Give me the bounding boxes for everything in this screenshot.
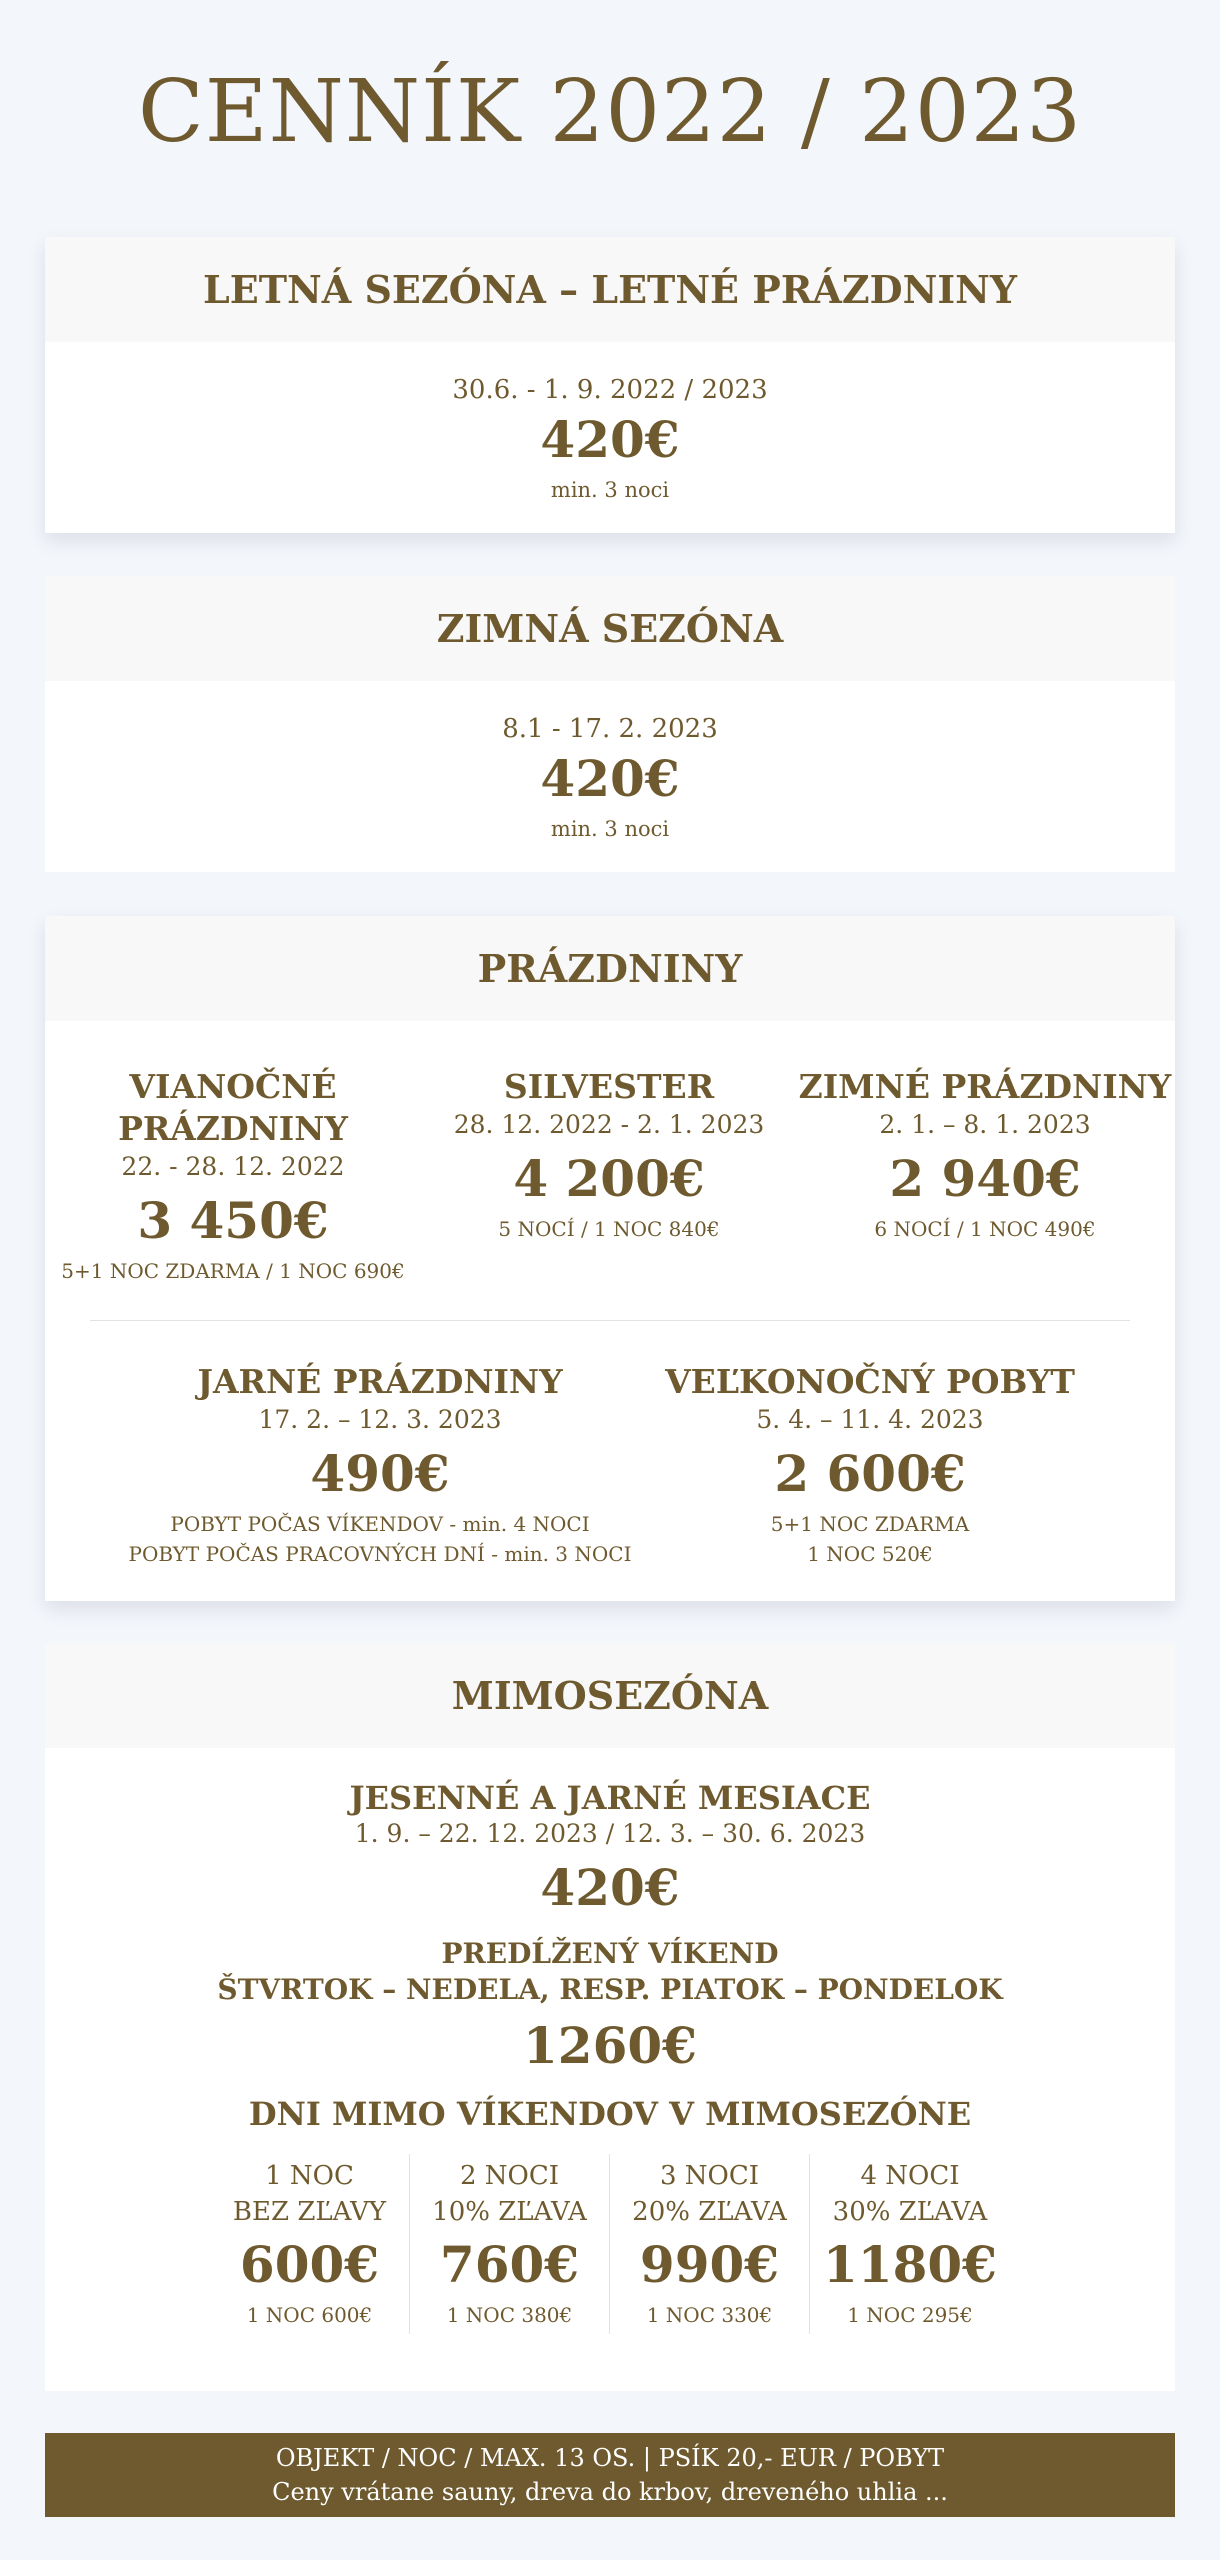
weekday-nights: 3 NOCI	[659, 2161, 760, 2191]
months-title: JESENNÉ A JARNÉ MESIACE	[349, 1779, 871, 1817]
holiday-dates: 22. - 28. 12. 2022	[121, 1152, 345, 1181]
weekday-discount: 30% ZĽAVA	[832, 2197, 988, 2227]
weekday-option	[410, 2154, 610, 2334]
weekday-title: DNI MIMO VÍKENDOV V MIMOSEZÓNE	[248, 2095, 972, 2133]
weekday-discount: BEZ ZĽAVY	[232, 2197, 387, 2227]
summer-note: min. 3 noci	[550, 478, 670, 502]
holiday-title: SILVESTER	[503, 1067, 715, 1106]
holiday-note-1: POBYT POČAS VÍKENDOV - min. 4 NOCI	[170, 1512, 590, 1536]
holiday-dates: 28. 12. 2022 - 2. 1. 2023	[453, 1110, 765, 1139]
holiday-title: VIANOČNÉ PRÁZDNINY	[118, 1067, 348, 1148]
summer-price: 420€	[540, 410, 680, 469]
weekday-price: 1180€	[823, 2235, 997, 2294]
weekday-note: 1 NOC 330€	[646, 2303, 773, 2327]
holiday-dates: 2. 1. – 8. 1. 2023	[879, 1110, 1091, 1139]
holiday-price: 3 450€	[137, 1191, 329, 1250]
winter-season-card	[45, 576, 1175, 872]
holiday-note-2: POBYT POČAS PRACOVNÝCH DNÍ - min. 3 NOCI	[128, 1542, 632, 1566]
holiday-title: ZIMNÉ PRÁZDNINY	[798, 1067, 1172, 1106]
weekday-nights: 2 NOCI	[459, 2161, 560, 2191]
weekday-nights: 1 NOC	[265, 2161, 354, 2191]
weekday-price: 600€	[239, 2235, 380, 2294]
weekday-option	[210, 2154, 410, 2334]
winter-season-heading: ZIMNÁ SEZÓNA	[45, 576, 1175, 681]
winter-note: min. 3 noci	[550, 817, 670, 841]
summer-season-card	[45, 237, 1175, 533]
holiday-dates: 5. 4. – 11. 4. 2023	[756, 1405, 984, 1434]
holiday-title: VEĽKONOČNÝ POBYT	[665, 1362, 1075, 1401]
holiday-note: 5 NOCÍ / 1 NOC 840€	[498, 1217, 720, 1241]
offseason-card	[45, 1643, 1175, 2391]
holiday-spring-break	[120, 1361, 640, 1569]
weekday-option	[610, 2154, 810, 2334]
holiday-price: 4 200€	[513, 1149, 705, 1208]
holiday-title: JARNÉ PRÁZDNINY	[197, 1362, 563, 1401]
weekday-discount: 10% ZĽAVA	[432, 2197, 587, 2227]
holiday-note-2: 1 NOC 520€	[807, 1542, 933, 1566]
weekday-note: 1 NOC 600€	[246, 2303, 373, 2327]
holiday-christmas	[45, 1066, 421, 1286]
winter-price: 420€	[540, 749, 680, 808]
weekday-nights: 4 NOCI	[860, 2161, 960, 2191]
footer-line-2: Ceny vrátane sauny, dreva do krbov, dreveného uhlia ...	[272, 2478, 948, 2506]
holiday-silvester	[421, 1066, 797, 1286]
holidays-heading: PRÁZDNINY	[45, 916, 1175, 1021]
holiday-note-1: 5+1 NOC ZDARMA	[770, 1512, 970, 1536]
extended-weekend-title: PREDĹŽENÝ VÍKEND	[441, 1937, 779, 1970]
holidays-card	[45, 916, 1175, 1601]
extended-weekend-days: ŠTVRTOK – NEDELA, RESP. PIATOK – PONDELOK	[217, 1973, 1003, 2006]
holiday-price: 2 600€	[774, 1444, 966, 1503]
holiday-note: 6 NOCÍ / 1 NOC 490€	[874, 1217, 1096, 1241]
extended-weekend-price: 1260€	[523, 2016, 697, 2075]
months-price: 420€	[540, 1858, 680, 1917]
weekday-note: 1 NOC 380€	[446, 2303, 573, 2327]
holiday-easter	[640, 1361, 1100, 1569]
weekday-price: 990€	[639, 2235, 780, 2294]
weekday-price: 760€	[439, 2235, 580, 2294]
weekday-option	[810, 2154, 1010, 2334]
holiday-price: 2 940€	[889, 1149, 1081, 1208]
footer-banner	[45, 2433, 1175, 2517]
months-dates: 1. 9. – 22. 12. 2023 / 12. 3. – 30. 6. 2023	[354, 1819, 866, 1848]
summer-dates: 30.6. - 1. 9. 2022 / 2023	[452, 375, 768, 405]
holiday-note: 5+1 NOC ZDARMA / 1 NOC 690€	[61, 1259, 405, 1283]
winter-dates: 8.1 - 17. 2. 2023	[502, 714, 718, 744]
footer-line-1: OBJEKT / NOC / MAX. 13 OS. | PSÍK 20,- EUR / POBYT	[275, 2444, 945, 2472]
page-title: CENNÍK 2022 / 2023	[137, 62, 1082, 162]
offseason-heading: MIMOSEZÓNA	[45, 1643, 1175, 1748]
weekday-discount: 20% ZĽAVA	[632, 2197, 787, 2227]
holiday-price: 490€	[310, 1444, 450, 1503]
holiday-dates: 17. 2. – 12. 3. 2023	[258, 1405, 502, 1434]
holiday-winter-break	[797, 1066, 1173, 1286]
weekday-note: 1 NOC 295€	[847, 2303, 973, 2327]
summer-season-heading: LETNÁ SEZÓNA – LETNÉ PRÁZDNINY	[45, 237, 1175, 342]
